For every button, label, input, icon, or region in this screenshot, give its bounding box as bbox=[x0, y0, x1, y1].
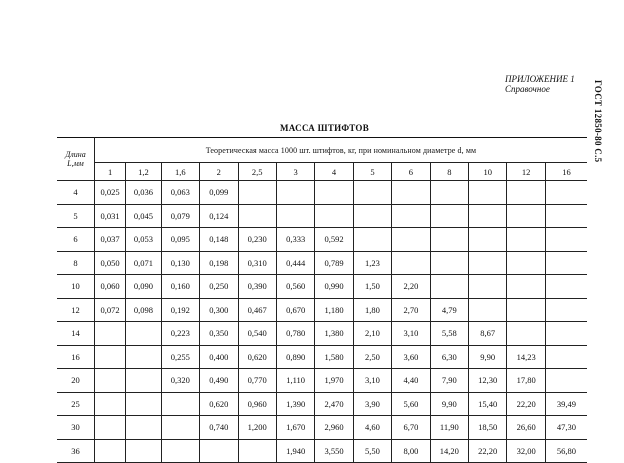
mass-cell: 0,050 bbox=[94, 251, 125, 275]
mass-cell: 0,099 bbox=[200, 181, 238, 205]
mass-cell: 1,50 bbox=[353, 275, 391, 299]
mass-cell: 0,037 bbox=[94, 228, 125, 252]
mass-cell bbox=[161, 439, 199, 463]
mass-cell bbox=[507, 275, 545, 299]
mass-cell bbox=[161, 416, 199, 440]
mass-cell bbox=[545, 275, 587, 299]
mass-cell: 0,095 bbox=[161, 228, 199, 252]
mass-cell: 1,940 bbox=[276, 439, 314, 463]
mass-cell: 14,20 bbox=[430, 439, 468, 463]
mass-cell: 2,470 bbox=[315, 392, 353, 416]
mass-cell: 0,350 bbox=[200, 322, 238, 346]
length-cell: 36 bbox=[57, 439, 94, 463]
mass-cell: 1,390 bbox=[276, 392, 314, 416]
length-cell: 4 bbox=[57, 181, 94, 205]
mass-cell bbox=[507, 322, 545, 346]
mass-cell bbox=[469, 204, 507, 228]
appendix-label: ПРИЛОЖЕНИЕ 1 bbox=[505, 74, 575, 84]
mass-cell: 2,960 bbox=[315, 416, 353, 440]
mass-cell bbox=[507, 228, 545, 252]
mass-cell: 1,970 bbox=[315, 369, 353, 393]
table-row bbox=[57, 228, 587, 252]
diameter-header: 8 bbox=[430, 163, 468, 181]
mass-cell: 3,90 bbox=[353, 392, 391, 416]
mass-cell: 7,90 bbox=[430, 369, 468, 393]
mass-cell bbox=[315, 181, 353, 205]
length-cell: 20 bbox=[57, 369, 94, 393]
mass-cell: 0,467 bbox=[238, 298, 276, 322]
mass-cell bbox=[353, 181, 391, 205]
mass-cell: 0,031 bbox=[94, 204, 125, 228]
mass-cell: 18,50 bbox=[469, 416, 507, 440]
mass-cell: 5,60 bbox=[392, 392, 430, 416]
mass-cell bbox=[392, 251, 430, 275]
mass-cell: 0,320 bbox=[161, 369, 199, 393]
mass-cell: 6,30 bbox=[430, 345, 468, 369]
mass-cell bbox=[238, 181, 276, 205]
mass-cell: 0,045 bbox=[126, 204, 161, 228]
diameter-header: 1,6 bbox=[161, 163, 199, 181]
mass-cell bbox=[126, 369, 161, 393]
mass-cell bbox=[315, 204, 353, 228]
length-cell: 30 bbox=[57, 416, 94, 440]
diameter-header: 4 bbox=[315, 163, 353, 181]
mass-cell bbox=[353, 228, 391, 252]
mass-cell bbox=[392, 228, 430, 252]
mass-cell bbox=[94, 345, 125, 369]
mass-cell bbox=[545, 181, 587, 205]
mass-cell bbox=[545, 369, 587, 393]
mass-cell: 0,255 bbox=[161, 345, 199, 369]
mass-cell: 0,071 bbox=[126, 251, 161, 275]
header-row-diameters bbox=[57, 163, 587, 181]
mass-cell: 0,620 bbox=[238, 345, 276, 369]
standard-reference: ГОСТ 12850-80 С.5 bbox=[593, 80, 603, 163]
mass-cell: 0,960 bbox=[238, 392, 276, 416]
mass-cell bbox=[545, 298, 587, 322]
mass-cell bbox=[469, 275, 507, 299]
mass-cell bbox=[469, 228, 507, 252]
mass-cell: 22,20 bbox=[469, 439, 507, 463]
mass-cell: 1,580 bbox=[315, 345, 353, 369]
mass-cell: 0,223 bbox=[161, 322, 199, 346]
mass-cell: 11,90 bbox=[430, 416, 468, 440]
mass-cell bbox=[469, 181, 507, 205]
header-row-caption bbox=[57, 138, 587, 163]
mass-cell: 0,620 bbox=[200, 392, 238, 416]
mass-cell: 0,444 bbox=[276, 251, 314, 275]
mass-cell bbox=[94, 439, 125, 463]
mass-cell: 0,072 bbox=[94, 298, 125, 322]
mass-cell bbox=[126, 322, 161, 346]
mass-cell: 0,036 bbox=[126, 181, 161, 205]
mass-cell: 14,23 bbox=[507, 345, 545, 369]
mass-cell bbox=[94, 369, 125, 393]
length-cell: 8 bbox=[57, 251, 94, 275]
mass-cell: 0,740 bbox=[200, 416, 238, 440]
mass-cell bbox=[126, 392, 161, 416]
mass-cell: 0,780 bbox=[276, 322, 314, 346]
diameter-header: 2,5 bbox=[238, 163, 276, 181]
diameter-header: 10 bbox=[469, 163, 507, 181]
mass-cell: 0,770 bbox=[238, 369, 276, 393]
mass-cell bbox=[238, 439, 276, 463]
mass-cell: 0,592 bbox=[315, 228, 353, 252]
length-cell: 10 bbox=[57, 275, 94, 299]
mass-cell: 0,230 bbox=[238, 228, 276, 252]
mass-cell: 1,180 bbox=[315, 298, 353, 322]
mass-cell bbox=[507, 298, 545, 322]
mass-cell: 0,160 bbox=[161, 275, 199, 299]
mass-cell: 9,90 bbox=[430, 392, 468, 416]
mass-cell: 3,10 bbox=[353, 369, 391, 393]
mass-cell: 0,198 bbox=[200, 251, 238, 275]
mass-cell: 3,10 bbox=[392, 322, 430, 346]
mass-cell: 8,00 bbox=[392, 439, 430, 463]
mass-cell bbox=[94, 416, 125, 440]
appendix-sublabel: Справочное bbox=[505, 84, 550, 94]
mass-caption: Теоретическая масса 1000 шт. штифтов, кг, при номинальном диаметре d, мм bbox=[94, 138, 587, 163]
diameter-header: 12 bbox=[507, 163, 545, 181]
mass-cell: 0,063 bbox=[161, 181, 199, 205]
mass-cell: 0,890 bbox=[276, 345, 314, 369]
mass-cell bbox=[126, 345, 161, 369]
table-row bbox=[57, 204, 587, 228]
mass-cell: 0,098 bbox=[126, 298, 161, 322]
mass-cell bbox=[545, 228, 587, 252]
length-cell: 12 bbox=[57, 298, 94, 322]
diameter-header: 2 bbox=[200, 163, 238, 181]
table-title: МАССА ШТИФТОВ bbox=[280, 123, 370, 133]
mass-cell: 0,490 bbox=[200, 369, 238, 393]
mass-cell: 6,70 bbox=[392, 416, 430, 440]
mass-cell: 0,540 bbox=[238, 322, 276, 346]
mass-cell: 39,49 bbox=[545, 392, 587, 416]
mass-cell: 1,23 bbox=[353, 251, 391, 275]
diameter-header: 3 bbox=[276, 163, 314, 181]
mass-cell bbox=[430, 275, 468, 299]
mass-cell: 0,390 bbox=[238, 275, 276, 299]
mass-cell bbox=[545, 251, 587, 275]
mass-cell: 0,300 bbox=[200, 298, 238, 322]
mass-cell bbox=[126, 439, 161, 463]
mass-cell: 3,550 bbox=[315, 439, 353, 463]
mass-cell: 47,30 bbox=[545, 416, 587, 440]
length-cell: 14 bbox=[57, 322, 94, 346]
mass-cell bbox=[430, 181, 468, 205]
mass-cell: 2,50 bbox=[353, 345, 391, 369]
mass-cell bbox=[545, 204, 587, 228]
mass-cell: 4,40 bbox=[392, 369, 430, 393]
mass-cell bbox=[469, 251, 507, 275]
mass-cell: 5,50 bbox=[353, 439, 391, 463]
length-cell: 16 bbox=[57, 345, 94, 369]
table-row bbox=[57, 416, 587, 440]
diameter-header: 6 bbox=[392, 163, 430, 181]
mass-cell: 0,079 bbox=[161, 204, 199, 228]
mass-cell bbox=[507, 181, 545, 205]
table-body bbox=[57, 181, 587, 463]
table-row bbox=[57, 392, 587, 416]
mass-cell: 4,79 bbox=[430, 298, 468, 322]
mass-cell bbox=[94, 392, 125, 416]
diameter-header: 1,2 bbox=[126, 163, 161, 181]
length-header: Длина L,мм bbox=[57, 138, 94, 181]
mass-cell bbox=[545, 345, 587, 369]
table-row bbox=[57, 439, 587, 463]
mass-cell: 0,400 bbox=[200, 345, 238, 369]
mass-cell bbox=[94, 322, 125, 346]
mass-cell: 0,148 bbox=[200, 228, 238, 252]
mass-cell bbox=[545, 322, 587, 346]
mass-cell: 26,60 bbox=[507, 416, 545, 440]
mass-cell: 12,30 bbox=[469, 369, 507, 393]
mass-cell: 0,025 bbox=[94, 181, 125, 205]
mass-cell bbox=[507, 204, 545, 228]
mass-cell: 0,250 bbox=[200, 275, 238, 299]
mass-cell: 3,60 bbox=[392, 345, 430, 369]
mass-cell: 9,90 bbox=[469, 345, 507, 369]
diameter-header: 16 bbox=[545, 163, 587, 181]
mass-cell: 0,130 bbox=[161, 251, 199, 275]
mass-cell: 2,10 bbox=[353, 322, 391, 346]
mass-cell: 0,090 bbox=[126, 275, 161, 299]
mass-cell: 0,990 bbox=[315, 275, 353, 299]
mass-cell: 15,40 bbox=[469, 392, 507, 416]
mass-cell bbox=[430, 228, 468, 252]
table-row bbox=[57, 275, 587, 299]
mass-cell bbox=[392, 204, 430, 228]
mass-cell: 0,060 bbox=[94, 275, 125, 299]
mass-cell: 56,80 bbox=[545, 439, 587, 463]
mass-cell bbox=[430, 251, 468, 275]
mass-cell bbox=[353, 204, 391, 228]
mass-cell bbox=[161, 392, 199, 416]
length-cell: 6 bbox=[57, 228, 94, 252]
table-row bbox=[57, 181, 587, 205]
mass-cell: 0,670 bbox=[276, 298, 314, 322]
mass-cell: 2,70 bbox=[392, 298, 430, 322]
mass-cell bbox=[276, 204, 314, 228]
mass-cell: 32,00 bbox=[507, 439, 545, 463]
mass-cell bbox=[126, 416, 161, 440]
length-cell: 25 bbox=[57, 392, 94, 416]
mass-cell: 8,67 bbox=[469, 322, 507, 346]
pin-mass-table bbox=[57, 137, 587, 463]
mass-cell bbox=[238, 204, 276, 228]
diameter-header: 5 bbox=[353, 163, 391, 181]
mass-cell: 0,789 bbox=[315, 251, 353, 275]
table-row bbox=[57, 322, 587, 346]
mass-cell: 1,670 bbox=[276, 416, 314, 440]
length-cell: 5 bbox=[57, 204, 94, 228]
mass-cell: 1,200 bbox=[238, 416, 276, 440]
mass-cell: 0,310 bbox=[238, 251, 276, 275]
mass-cell bbox=[276, 181, 314, 205]
mass-cell bbox=[200, 439, 238, 463]
table-row bbox=[57, 345, 587, 369]
mass-cell: 1,110 bbox=[276, 369, 314, 393]
mass-cell bbox=[507, 251, 545, 275]
mass-cell: 22,20 bbox=[507, 392, 545, 416]
mass-cell bbox=[469, 298, 507, 322]
mass-cell bbox=[392, 181, 430, 205]
appendix-block bbox=[505, 74, 575, 94]
mass-cell: 0,053 bbox=[126, 228, 161, 252]
mass-cell: 0,560 bbox=[276, 275, 314, 299]
mass-cell: 1,380 bbox=[315, 322, 353, 346]
table-row bbox=[57, 369, 587, 393]
table-row bbox=[57, 298, 587, 322]
mass-cell: 0,124 bbox=[200, 204, 238, 228]
table-row bbox=[57, 251, 587, 275]
mass-cell: 0,192 bbox=[161, 298, 199, 322]
mass-cell: 2,20 bbox=[392, 275, 430, 299]
diameter-header: 1 bbox=[94, 163, 125, 181]
mass-cell: 17,80 bbox=[507, 369, 545, 393]
mass-cell: 5,58 bbox=[430, 322, 468, 346]
mass-cell: 4,60 bbox=[353, 416, 391, 440]
mass-cell bbox=[430, 204, 468, 228]
mass-cell: 0,333 bbox=[276, 228, 314, 252]
mass-cell: 1,80 bbox=[353, 298, 391, 322]
